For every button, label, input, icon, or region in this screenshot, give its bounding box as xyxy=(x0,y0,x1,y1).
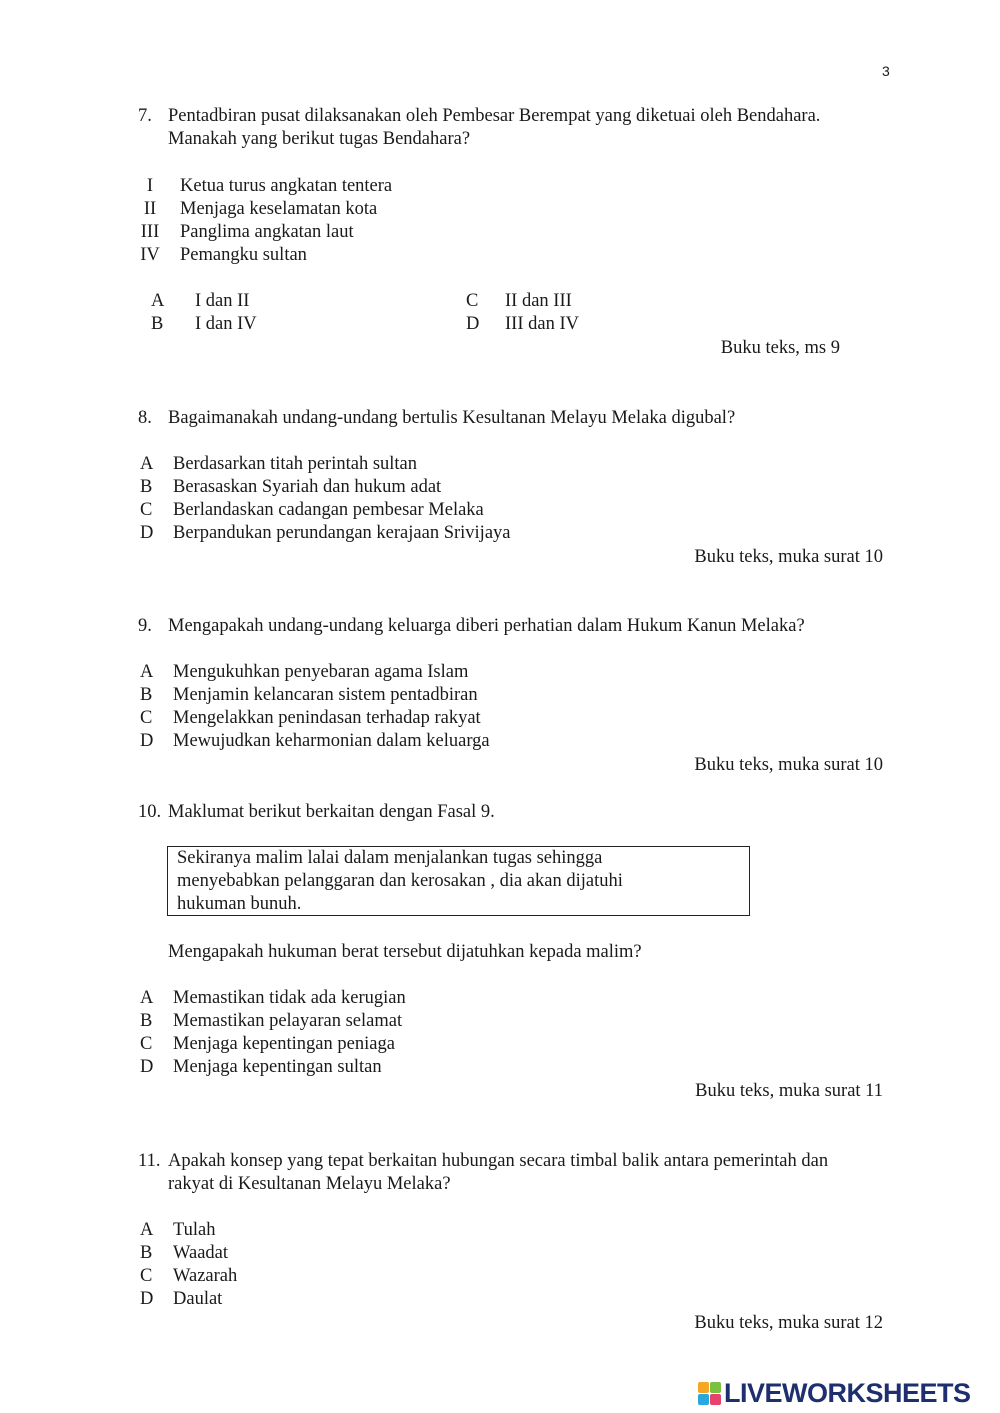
textbook-reference: Buku teks, muka surat 10 xyxy=(694,547,883,567)
option-letter: B xyxy=(140,1243,153,1263)
statement-text: Menjaga keselamatan kota xyxy=(180,199,378,219)
option-letter: A xyxy=(151,291,165,311)
option-letter: C xyxy=(140,500,153,520)
option-letter: C xyxy=(140,708,153,728)
option-letter: B xyxy=(140,477,153,497)
textbook-reference: Buku teks, muka surat 10 xyxy=(694,755,883,775)
option-text: II dan III xyxy=(505,291,572,311)
source-text: Sekiranya malim lalai dalam menjalankan tugas sehingga xyxy=(177,848,603,868)
option-letter: A xyxy=(140,454,154,474)
option-letter: B xyxy=(151,314,164,334)
page-number: 3 xyxy=(882,63,890,79)
option-letter: A xyxy=(140,662,154,682)
option-text: Berdasarkan titah perintah sultan xyxy=(173,454,418,474)
option-text: Mengelakkan penindasan terhadap rakyat xyxy=(173,708,481,728)
question-text: Pentadbiran pusat dilaksanakan oleh Pembesar Berempat yang diketuai oleh Bendahara. xyxy=(168,106,821,126)
source-text: menyebabkan pelanggaran dan kerosakan , dia akan dijatuhi xyxy=(177,871,623,891)
question-text: Bagaimanakah undang-undang bertulis Kesultanan Melayu Melaka digubal? xyxy=(168,408,736,428)
option-text: Wazarah xyxy=(173,1266,238,1286)
option-text: Memastikan pelayaran selamat xyxy=(173,1011,403,1031)
option-letter: D xyxy=(466,314,480,334)
textbook-reference: Buku teks, ms 9 xyxy=(720,338,840,358)
textbook-reference: Buku teks, muka surat 11 xyxy=(695,1081,883,1101)
logo-text: LIVEWORKSHEETS xyxy=(724,1377,971,1408)
option-text: Berpandukan perundangan kerajaan Srivijaya xyxy=(173,523,511,543)
option-letter: D xyxy=(140,523,154,543)
option-letter: D xyxy=(140,731,154,751)
option-text: Memastikan tidak ada kerugian xyxy=(173,988,406,1008)
option-text: III dan IV xyxy=(505,314,579,334)
option-letter: B xyxy=(140,1011,153,1031)
option-letter: C xyxy=(140,1266,153,1286)
option-text: Mewujudkan keharmonian dalam keluarga xyxy=(173,731,490,751)
question-text: Manakah yang berikut tugas Bendahara? xyxy=(168,129,471,149)
option-text: I dan IV xyxy=(195,314,257,334)
textbook-reference: Buku teks, muka surat 12 xyxy=(694,1313,883,1333)
roman-numeral: I xyxy=(146,176,154,196)
question-number: 10. xyxy=(138,802,162,822)
option-text: Menjaga kepentingan sultan xyxy=(173,1057,382,1077)
logo-square xyxy=(710,1394,721,1405)
roman-numeral: II xyxy=(143,199,157,219)
question-text: Mengapakah undang-undang keluarga diberi perhatian dalam Hukum Kanun Melaka? xyxy=(168,616,805,636)
option-text: Waadat xyxy=(173,1243,229,1263)
question-number: 8. xyxy=(138,408,152,428)
option-text: Berasaskan Syariah dan hukum adat xyxy=(173,477,442,497)
option-text: Menjaga kepentingan peniaga xyxy=(173,1034,395,1054)
question-number: 9. xyxy=(138,616,152,636)
question-number: 7. xyxy=(138,106,152,126)
logo-square xyxy=(698,1394,709,1405)
option-letter: A xyxy=(140,1220,154,1240)
option-letter: D xyxy=(140,1057,154,1077)
option-letter: A xyxy=(140,988,154,1008)
liveworksheets-logo xyxy=(698,1378,971,1408)
logo-square xyxy=(710,1382,721,1393)
statement-text: Pemangku sultan xyxy=(180,245,307,265)
question-text: rakyat di Kesultanan Melayu Melaka? xyxy=(168,1174,451,1194)
question-text: Apakah konsep yang tepat berkaitan hubungan secara timbal balik antara pemerintah dan xyxy=(168,1151,829,1171)
option-letter: D xyxy=(140,1289,154,1309)
logo-square xyxy=(698,1382,709,1393)
option-letter: C xyxy=(140,1034,153,1054)
question-text: Maklumat berikut berkaitan dengan Fasal 9. xyxy=(168,802,495,822)
option-letter: C xyxy=(466,291,479,311)
logo-grid-icon xyxy=(698,1382,721,1405)
option-text: Mengukuhkan penyebaran agama Islam xyxy=(173,662,469,682)
question-text: Mengapakah hukuman berat tersebut dijatuhkan kepada malim? xyxy=(168,942,642,962)
option-text: Daulat xyxy=(173,1289,223,1309)
option-text: Menjamin kelancaran sistem pentadbiran xyxy=(173,685,478,705)
statement-text: Panglima angkatan laut xyxy=(180,222,354,242)
option-text: I dan II xyxy=(195,291,250,311)
option-letter: B xyxy=(140,685,153,705)
option-text: Tulah xyxy=(173,1220,216,1240)
question-number: 11. xyxy=(138,1151,161,1171)
roman-numeral: IV xyxy=(140,245,160,265)
roman-numeral: III xyxy=(140,222,160,242)
statement-text: Ketua turus angkatan tentera xyxy=(180,176,393,196)
option-text: Berlandaskan cadangan pembesar Melaka xyxy=(173,500,484,520)
source-text: hukuman bunuh. xyxy=(177,894,302,914)
